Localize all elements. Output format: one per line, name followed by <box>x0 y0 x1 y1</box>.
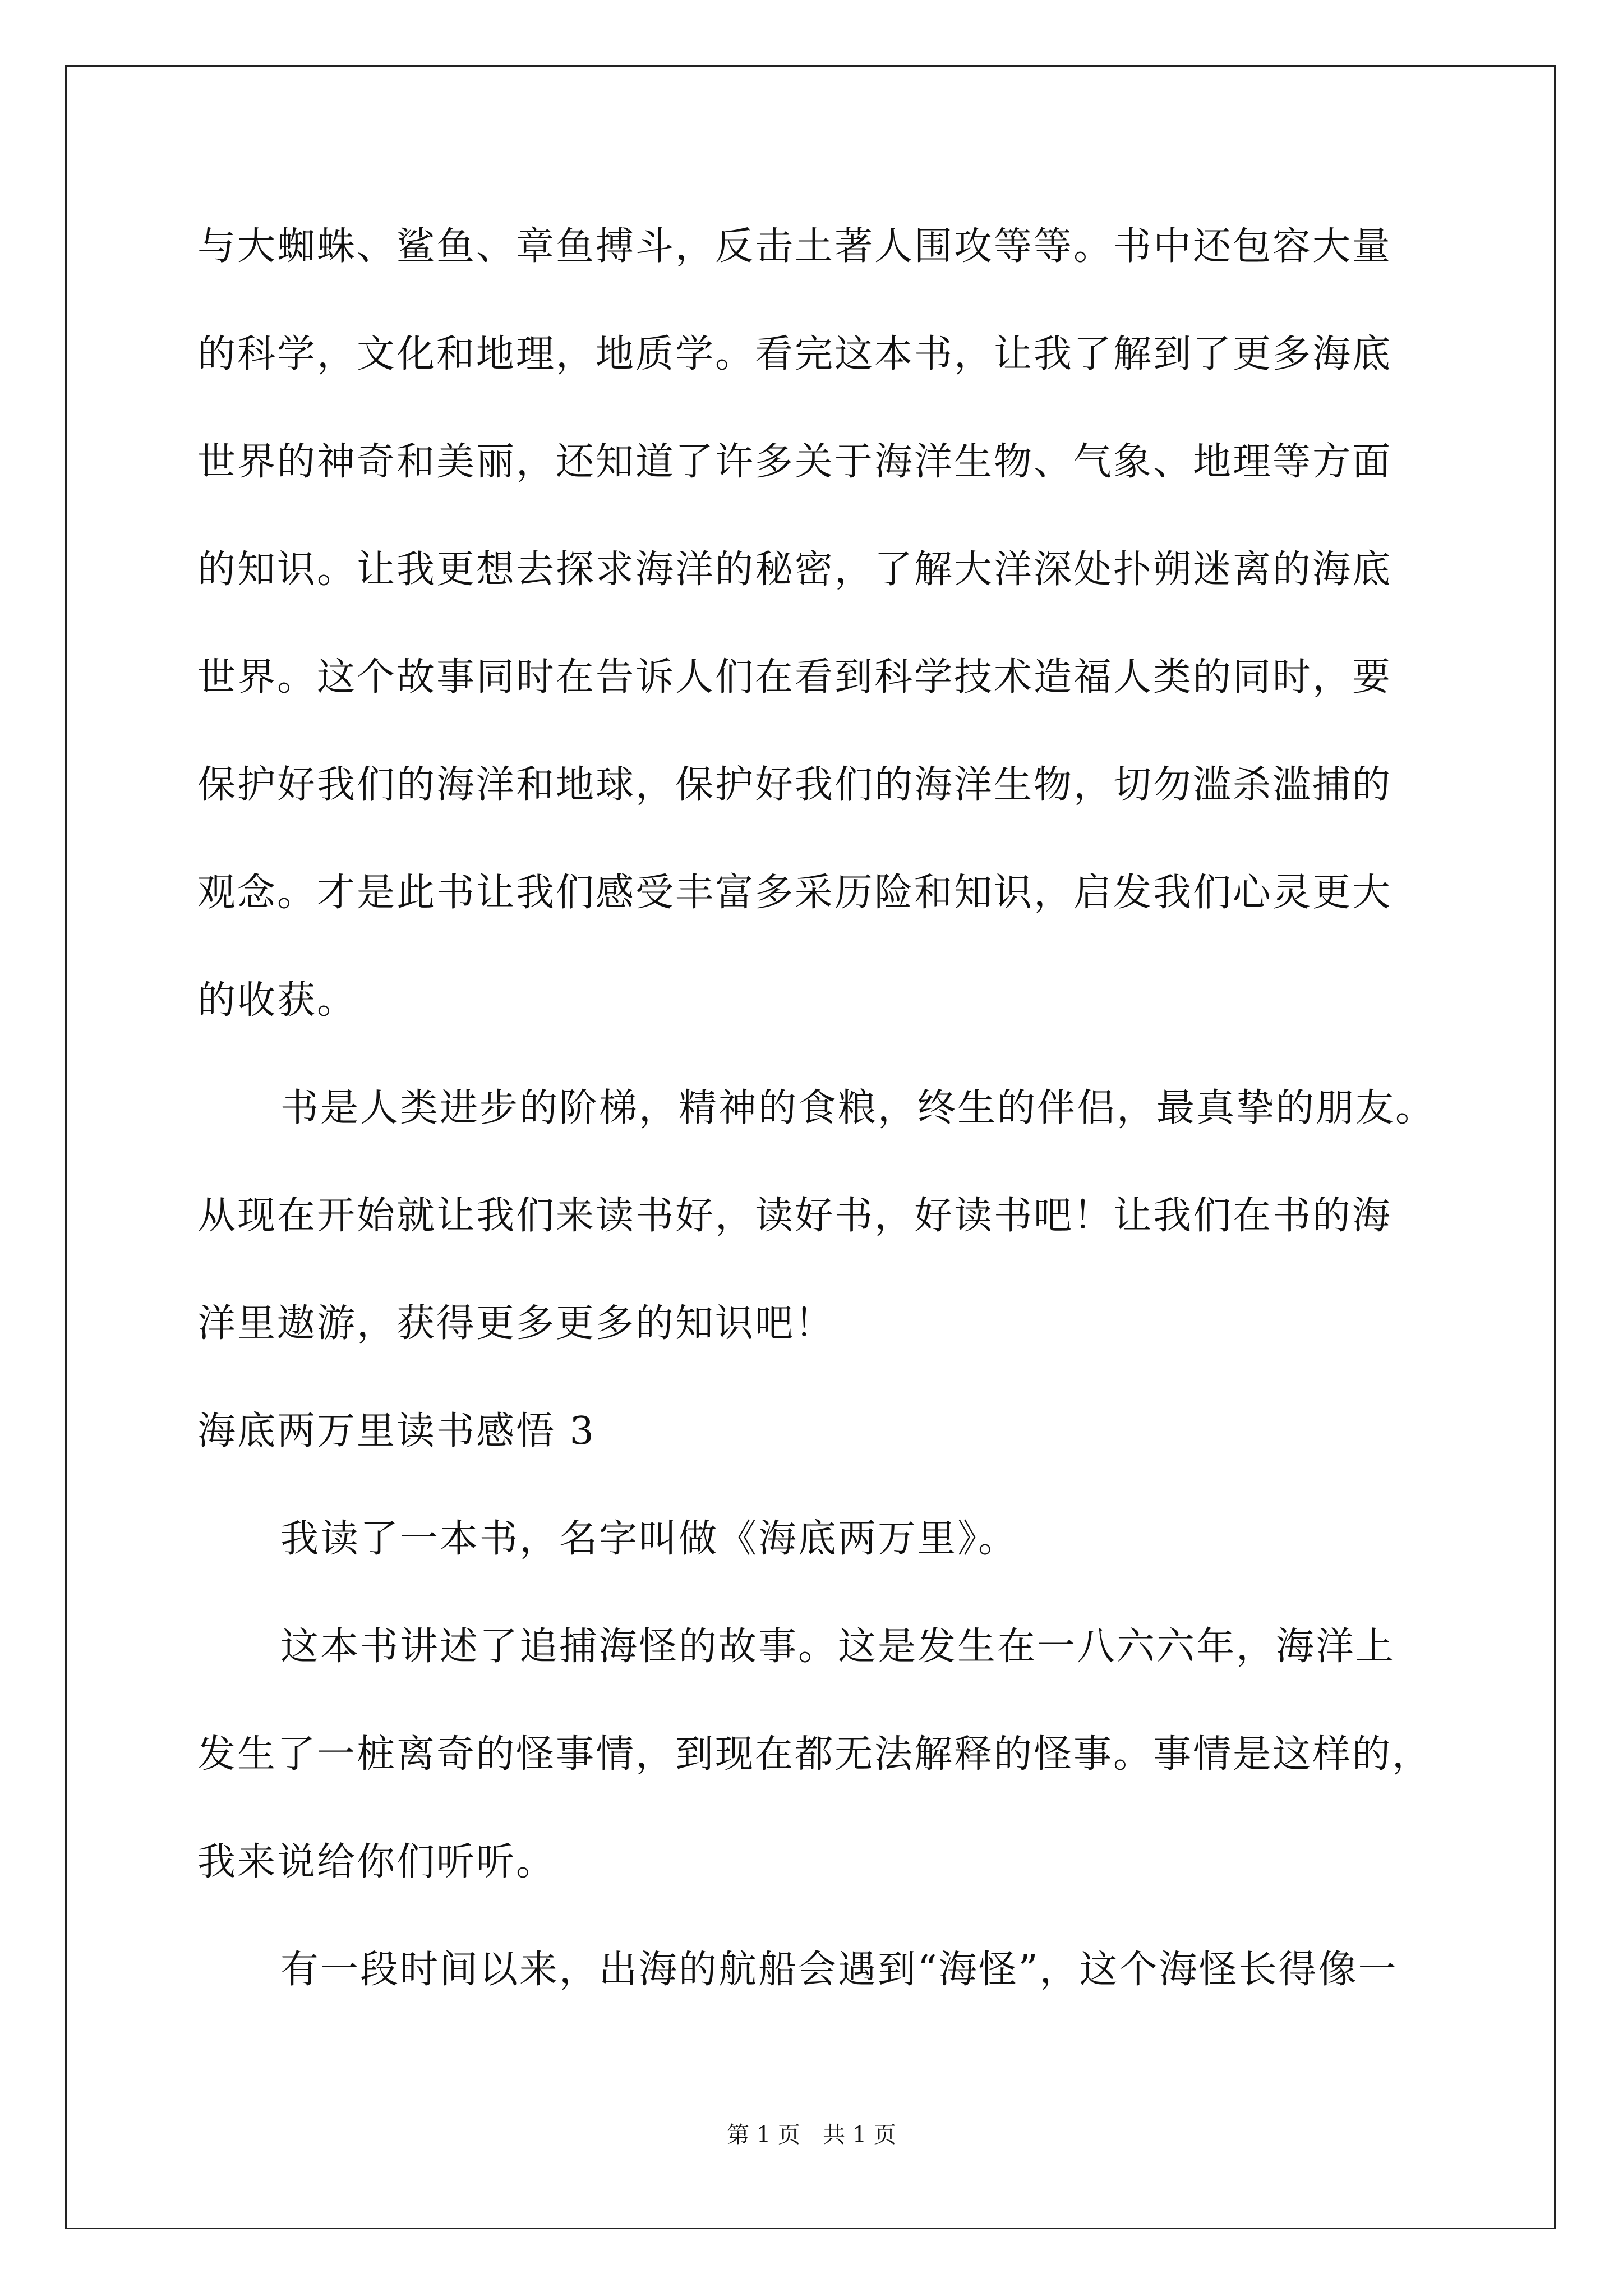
text-line: 发生了一桩离奇的怪事情，到现在都无法解释的怪事。事情是这样的， <box>197 1732 1432 1777</box>
text-line: 的知识。让我更想去探求海洋的秘密，了解大洋深处扑朔迷离的海底 <box>197 547 1393 592</box>
paragraph-first-line: 有一段时间以来，出海的航船会遇到“海怪”，这个海怪长得像一 <box>280 1948 1398 1992</box>
text-line: 保护好我们的海洋和地球，保护好我们的海洋生物，切勿滥杀滥捕的 <box>197 763 1393 807</box>
page-border <box>65 65 1556 2229</box>
text-line: 的科学，文化和地理，地质学。看完这本书，让我了解到了更多海底 <box>197 332 1393 376</box>
paragraph-first-line: 这本书讲述了追捕海怪的故事。这是发生在一八六六年，海洋上 <box>280 1625 1396 1669</box>
text-line: 观念。才是此书让我们感受丰富多采历险和知识，启发我们心灵更大 <box>197 871 1393 915</box>
section-heading: 海底两万里读书感悟 3 <box>197 1409 596 1453</box>
text-line: 与大蜘蛛、鲨鱼、章鱼搏斗，反击土著人围攻等等。书中还包容大量 <box>197 224 1393 269</box>
text-line: 我来说给你们听听。 <box>197 1840 556 1884</box>
page-footer: 第 1 页 共 1 页 <box>727 2122 896 2148</box>
paragraph-first-line: 书是人类进步的阶梯，精神的食粮，终生的伴侣，最真挚的朋友。 <box>280 1086 1436 1130</box>
text-line: 世界的神奇和美丽，还知道了许多关于海洋生物、气象、地理等方面 <box>197 440 1393 484</box>
text-line: 从现在开始就让我们来读书好，读好书，好读书吧！让我们在书的海 <box>197 1194 1393 1238</box>
text-line: 世界。这个故事同时在告诉人们在看到科学技术造福人类的同时，要 <box>197 655 1393 700</box>
text-line: 的收获。 <box>197 978 357 1023</box>
text-line: 洋里遨游，获得更多更多的知识吧！ <box>197 1301 835 1346</box>
paragraph-first-line: 我读了一本书，名字叫做《海底两万里》。 <box>280 1517 1018 1561</box>
